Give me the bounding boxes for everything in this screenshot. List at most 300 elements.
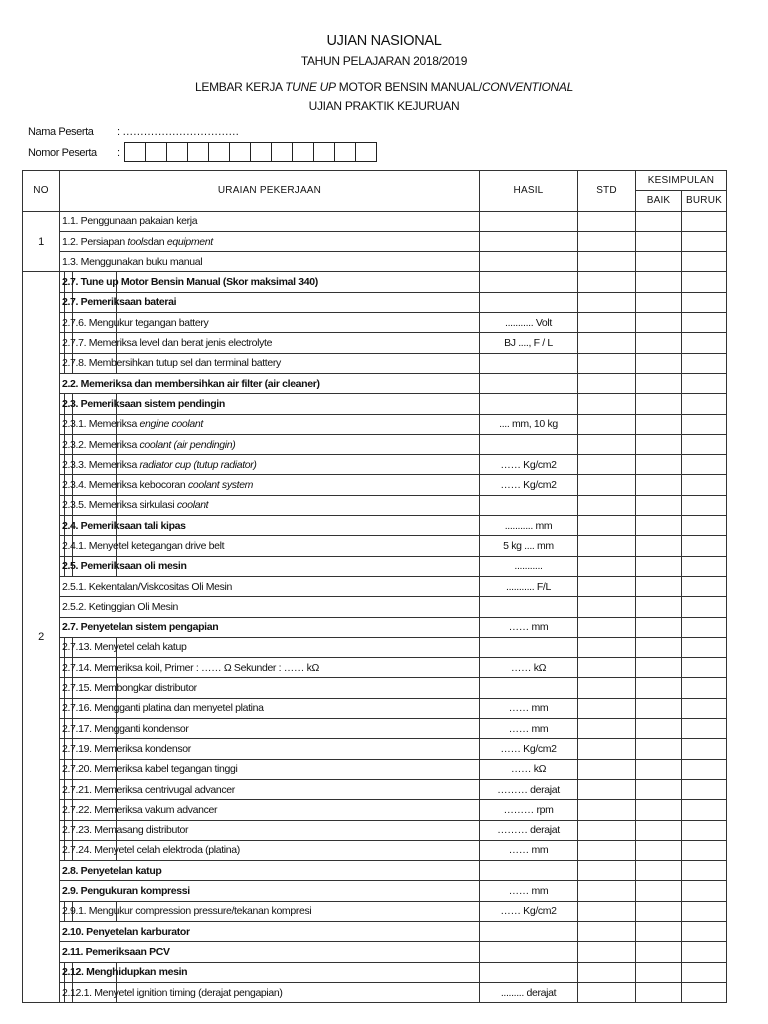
std-cell[interactable] — [578, 536, 636, 556]
task-text — [62, 378, 320, 390]
table-row — [23, 800, 727, 820]
std-cell[interactable] — [578, 739, 636, 759]
task-text — [62, 743, 191, 755]
worksheet-title-part: LEMBAR KERJA — [195, 80, 286, 94]
task-description — [60, 820, 480, 840]
std-cell[interactable] — [578, 942, 636, 962]
buruk-cell[interactable] — [682, 617, 727, 637]
task-text — [62, 723, 189, 735]
hasil-cell[interactable] — [480, 292, 578, 312]
baik-cell[interactable] — [636, 597, 682, 617]
table-row — [23, 779, 727, 799]
hasil-cell[interactable] — [480, 921, 578, 941]
table-row — [23, 739, 727, 759]
std-cell[interactable] — [578, 414, 636, 434]
hasil-cell[interactable] — [480, 962, 578, 982]
task-text — [62, 499, 208, 511]
task-text — [62, 905, 311, 917]
task-description — [60, 901, 480, 921]
task-text-part: 2.5.2. Ketinggian Oli Mesin — [62, 600, 179, 613]
std-cell[interactable] — [578, 292, 636, 312]
baik-cell[interactable] — [636, 394, 682, 414]
task-text-part: 1.2. Persiapan — [62, 235, 128, 248]
table-row — [23, 333, 727, 353]
task-description — [60, 414, 480, 434]
nama-peserta-label: Nama Peserta — [28, 126, 94, 138]
baik-cell[interactable] — [636, 617, 682, 637]
task-text-part: 2.7.23. Memasang distributor — [62, 824, 189, 837]
hasil-cell[interactable]: …… mm — [480, 698, 578, 718]
std-cell[interactable] — [578, 901, 636, 921]
task-text-part: 2.12.1. Menyetel ignition timing (derajat pengapian) — [62, 986, 283, 999]
buruk-cell[interactable] — [682, 698, 727, 718]
nomor-digit-box[interactable] — [208, 142, 230, 162]
task-description — [60, 982, 480, 1002]
row-number: 2 — [23, 272, 60, 1003]
nomor-digit-box[interactable] — [166, 142, 188, 162]
baik-cell[interactable] — [636, 272, 682, 292]
table-row — [23, 942, 727, 962]
buruk-cell[interactable] — [682, 861, 727, 881]
std-cell[interactable] — [578, 455, 636, 475]
task-text-italic: coolant — [176, 499, 209, 512]
table-row — [23, 597, 727, 617]
buruk-cell[interactable] — [682, 394, 727, 414]
task-description — [60, 698, 480, 718]
task-description — [60, 861, 480, 881]
task-description — [60, 617, 480, 637]
std-cell[interactable] — [578, 313, 636, 333]
task-text-italic: coolant system — [187, 479, 254, 492]
task-text-part: 2.9. Pengukuran kompressi — [62, 885, 190, 898]
task-text — [62, 256, 202, 268]
baik-cell[interactable] — [636, 414, 682, 434]
task-description — [60, 333, 480, 353]
std-cell[interactable] — [578, 820, 636, 840]
table-row — [23, 292, 727, 312]
task-description — [60, 252, 480, 272]
hasil-cell[interactable]: …… mm — [480, 719, 578, 739]
hasil-cell[interactable]: ……… rpm — [480, 800, 578, 820]
hasil-cell[interactable] — [480, 434, 578, 454]
buruk-cell[interactable] — [682, 313, 727, 333]
buruk-cell[interactable] — [682, 231, 727, 251]
baik-cell[interactable] — [636, 678, 682, 698]
buruk-cell[interactable] — [682, 576, 727, 596]
table-row — [23, 394, 727, 414]
hasil-cell[interactable] — [480, 394, 578, 414]
buruk-cell[interactable] — [682, 719, 727, 739]
task-text-italic: coolant (air pendingin) — [139, 438, 236, 451]
hasil-cell[interactable]: ........... — [480, 556, 578, 576]
baik-cell[interactable] — [636, 495, 682, 515]
baik-cell[interactable] — [636, 576, 682, 596]
task-text — [62, 966, 187, 978]
baik-cell[interactable] — [636, 211, 682, 231]
nomor-digit-box[interactable] — [292, 142, 314, 162]
buruk-cell[interactable] — [682, 475, 727, 495]
std-cell[interactable] — [578, 637, 636, 657]
std-cell[interactable] — [578, 434, 636, 454]
baik-cell[interactable] — [636, 739, 682, 759]
buruk-cell[interactable] — [682, 678, 727, 698]
task-text-part: 2.3.4. Memeriksa kebocoran — [62, 479, 188, 492]
task-text-part: 2.7.7. Memeriksa level dan berat jenis electrolyte — [62, 337, 273, 350]
buruk-cell[interactable] — [682, 556, 727, 576]
buruk-cell[interactable] — [682, 252, 727, 272]
baik-cell[interactable] — [636, 353, 682, 373]
task-text — [62, 439, 235, 451]
baik-cell[interactable] — [636, 313, 682, 333]
buruk-cell[interactable] — [682, 455, 727, 475]
table-row — [23, 698, 727, 718]
task-description — [60, 353, 480, 373]
task-description — [60, 373, 480, 393]
task-description — [60, 211, 480, 231]
buruk-cell[interactable] — [682, 495, 727, 515]
task-text — [62, 337, 272, 349]
task-text-part: 2.3.3. Memeriksa — [62, 458, 140, 471]
table-row — [23, 516, 727, 536]
nomor-peserta-label: Nomor Peserta — [28, 147, 97, 159]
baik-cell[interactable] — [636, 962, 682, 982]
task-text-part: 2.7.15. Membongkar distributor — [62, 682, 197, 695]
hasil-cell[interactable]: BJ ...., F / L — [480, 333, 578, 353]
buruk-cell[interactable] — [682, 292, 727, 312]
task-text-part: 2.4. Pemeriksaan tali kipas — [62, 519, 186, 532]
std-cell[interactable] — [578, 556, 636, 576]
buruk-cell[interactable] — [682, 800, 727, 820]
task-text — [62, 601, 178, 613]
table-row — [23, 414, 727, 434]
std-cell[interactable] — [578, 211, 636, 231]
baik-cell[interactable] — [636, 556, 682, 576]
baik-cell[interactable] — [636, 942, 682, 962]
task-description — [60, 921, 480, 941]
table-row — [23, 576, 727, 596]
table-row — [23, 536, 727, 556]
nomor-digit-box[interactable] — [187, 142, 209, 162]
std-cell[interactable] — [578, 617, 636, 637]
task-text — [62, 784, 235, 796]
baik-cell[interactable] — [636, 536, 682, 556]
hasil-cell[interactable]: ……… derajat — [480, 779, 578, 799]
table-row — [23, 820, 727, 840]
baik-cell[interactable] — [636, 516, 682, 536]
task-text-part: 2.3.2. Memeriksa — [62, 438, 140, 451]
worksheet-table — [22, 170, 727, 1003]
buruk-cell[interactable] — [682, 901, 727, 921]
std-cell[interactable] — [578, 921, 636, 941]
task-text — [62, 987, 283, 999]
hasil-cell[interactable] — [480, 495, 578, 515]
task-description — [60, 779, 480, 799]
task-description — [60, 962, 480, 982]
buruk-cell[interactable] — [682, 759, 727, 779]
baik-cell[interactable] — [636, 840, 682, 860]
hasil-cell[interactable]: ........... Volt — [480, 313, 578, 333]
table-row — [23, 252, 727, 272]
task-text — [62, 459, 257, 471]
hasil-cell[interactable]: .... mm, 10 kg — [480, 414, 578, 434]
std-cell[interactable] — [578, 719, 636, 739]
task-text-part: 2.9.1. Mengukur compression pressure/tekanan kompresi — [62, 905, 312, 918]
task-text-part: 2.7. Penyetelan sistem pengapian — [62, 621, 219, 634]
nomor-digit-box[interactable] — [313, 142, 335, 162]
task-text-part: 2.7.8. Membersihkan tutup sel dan terminal battery — [62, 357, 281, 370]
std-cell[interactable] — [578, 272, 636, 292]
std-cell[interactable] — [578, 373, 636, 393]
std-cell[interactable] — [578, 759, 636, 779]
task-text — [62, 317, 208, 329]
table-row — [23, 982, 727, 1002]
buruk-cell[interactable] — [682, 881, 727, 901]
std-cell[interactable] — [578, 231, 636, 251]
std-cell[interactable] — [578, 861, 636, 881]
baik-cell[interactable] — [636, 759, 682, 779]
baik-cell[interactable] — [636, 475, 682, 495]
task-text — [62, 581, 232, 593]
baik-cell[interactable] — [636, 434, 682, 454]
std-cell[interactable] — [578, 881, 636, 901]
task-text-part: 2.3.5. Memeriksa sirkulasi — [62, 499, 177, 512]
table-row — [23, 637, 727, 657]
table-row — [23, 353, 727, 373]
table-row — [23, 658, 727, 678]
std-cell[interactable] — [578, 800, 636, 820]
baik-cell[interactable] — [636, 698, 682, 718]
task-text-part: 2.10. Penyetelan karburator — [62, 925, 190, 938]
worksheet-title-part: MOTOR BENSIN MANUAL/ — [335, 80, 482, 94]
task-text — [62, 804, 217, 816]
table-row — [23, 455, 727, 475]
task-text-part: 2.7.24. Menyetel celah elektroda (platina) — [62, 844, 240, 857]
nomor-digit-box[interactable] — [334, 142, 356, 162]
task-text — [62, 520, 186, 532]
buruk-cell[interactable] — [682, 414, 727, 434]
std-cell[interactable] — [578, 516, 636, 536]
table-row — [23, 881, 727, 901]
academic-year: TAHUN PELAJARAN 2018/2019 — [300, 54, 468, 68]
hasil-cell[interactable] — [480, 678, 578, 698]
buruk-cell[interactable] — [682, 779, 727, 799]
task-description — [60, 434, 480, 454]
hasil-cell[interactable]: …… kΩ — [480, 658, 578, 678]
task-text — [62, 824, 188, 836]
buruk-cell[interactable] — [682, 353, 727, 373]
buruk-cell[interactable] — [682, 658, 727, 678]
task-description — [60, 800, 480, 820]
buruk-cell[interactable] — [682, 333, 727, 353]
buruk-cell[interactable] — [682, 536, 727, 556]
hasil-cell[interactable] — [480, 353, 578, 373]
hasil-cell[interactable]: …… mm — [480, 881, 578, 901]
task-text-part: 2.2. Memeriksa dan membersihkan air filter (air cleaner) — [62, 377, 320, 390]
baik-cell[interactable] — [636, 231, 682, 251]
page-title: UJIAN NASIONAL — [326, 33, 442, 49]
baik-cell[interactable] — [636, 901, 682, 921]
task-text-part: 2.8. Penyetelan katup — [62, 864, 162, 877]
col-header-buruk: BURUK — [682, 191, 727, 211]
std-cell[interactable] — [578, 779, 636, 799]
task-description — [60, 536, 480, 556]
baik-cell[interactable] — [636, 921, 682, 941]
hasil-cell[interactable] — [480, 252, 578, 272]
row-number: 1 — [23, 211, 60, 272]
task-description — [60, 394, 480, 414]
buruk-cell[interactable] — [682, 820, 727, 840]
nomor-digit-box[interactable] — [355, 142, 377, 162]
baik-cell[interactable] — [636, 333, 682, 353]
nomor-digit-box[interactable] — [250, 142, 272, 162]
task-text-part: 2.4.1. Menyetel ketegangan drive belt — [62, 539, 225, 552]
hasil-cell[interactable] — [480, 272, 578, 292]
hasil-cell[interactable]: ........... mm — [480, 516, 578, 536]
baik-cell[interactable] — [636, 292, 682, 312]
task-description — [60, 516, 480, 536]
table-row — [23, 861, 727, 881]
buruk-cell[interactable] — [682, 942, 727, 962]
table-row — [23, 313, 727, 333]
buruk-cell[interactable] — [682, 211, 727, 231]
task-text-italic: engine coolant — [139, 418, 203, 431]
table-row — [23, 901, 727, 921]
hasil-cell[interactable]: …… Kg/cm2 — [480, 739, 578, 759]
hasil-cell[interactable]: ......... derajat — [480, 982, 578, 1002]
task-text-part: 2.7.20. Memeriksa kabel tegangan tinggi — [62, 763, 238, 776]
std-cell[interactable] — [578, 353, 636, 373]
buruk-cell[interactable] — [682, 516, 727, 536]
baik-cell[interactable] — [636, 373, 682, 393]
hasil-cell[interactable]: …… mm — [480, 840, 578, 860]
nama-peserta-field — [28, 126, 239, 138]
std-cell[interactable] — [578, 962, 636, 982]
baik-cell[interactable] — [636, 637, 682, 657]
nomor-digit-box[interactable] — [271, 142, 293, 162]
buruk-cell[interactable] — [682, 637, 727, 657]
std-cell[interactable] — [578, 333, 636, 353]
task-text-part: 2.7.17. Mengganti kondensor — [62, 722, 189, 735]
hasil-cell[interactable]: ........... F/L — [480, 576, 578, 596]
baik-cell[interactable] — [636, 800, 682, 820]
task-description — [60, 292, 480, 312]
task-text — [62, 682, 197, 694]
hasil-cell[interactable]: …… Kg/cm2 — [480, 901, 578, 921]
table-row — [23, 921, 727, 941]
task-text — [62, 398, 225, 410]
worksheet-title-italic: CONVENTIONAL — [481, 80, 573, 94]
nomor-peserta-field — [28, 147, 120, 159]
buruk-cell[interactable] — [682, 272, 727, 292]
task-text — [62, 946, 170, 958]
task-text — [62, 276, 318, 288]
table-row — [23, 475, 727, 495]
task-text-part: 2.7.21. Memeriksa centrivugal advancer — [62, 783, 235, 796]
hasil-cell[interactable]: …… kΩ — [480, 759, 578, 779]
col-header-kesimpulan: KESIMPULAN — [636, 171, 727, 191]
table-row — [23, 231, 727, 251]
std-cell[interactable] — [578, 394, 636, 414]
buruk-cell[interactable] — [682, 373, 727, 393]
task-text — [62, 865, 161, 877]
nomor-peserta-colon: : — [117, 147, 120, 159]
table-row — [23, 617, 727, 637]
col-header-std: STD — [578, 171, 636, 212]
hasil-cell[interactable] — [480, 597, 578, 617]
task-text-part: 1.1. Penggunaan pakaian kerja — [62, 215, 198, 228]
baik-cell[interactable] — [636, 252, 682, 272]
nomor-digit-box[interactable] — [145, 142, 167, 162]
buruk-cell[interactable] — [682, 434, 727, 454]
hasil-cell[interactable] — [480, 637, 578, 657]
baik-cell[interactable] — [636, 820, 682, 840]
task-text-part: 2.11. Pemeriksaan PCV — [62, 945, 170, 958]
task-description — [60, 739, 480, 759]
baik-cell[interactable] — [636, 779, 682, 799]
task-text-part: 2.12. Menghidupkan mesin — [62, 966, 188, 979]
std-cell[interactable] — [578, 678, 636, 698]
hasil-cell[interactable]: 5 kg .... mm — [480, 536, 578, 556]
std-cell[interactable] — [578, 698, 636, 718]
exam-subtitle: UJIAN PRAKTIK KEJURUAN — [308, 99, 460, 113]
task-text-part: 2.7.16. Mengganti platina dan menyetel platina — [62, 702, 264, 715]
table-row — [23, 495, 727, 515]
buruk-cell[interactable] — [682, 962, 727, 982]
buruk-cell[interactable] — [682, 840, 727, 860]
std-cell[interactable] — [578, 982, 636, 1002]
nomor-digit-box[interactable] — [229, 142, 251, 162]
hasil-cell[interactable] — [480, 373, 578, 393]
std-cell[interactable] — [578, 840, 636, 860]
baik-cell[interactable] — [636, 455, 682, 475]
std-cell[interactable] — [578, 475, 636, 495]
task-text — [62, 418, 203, 430]
task-description — [60, 840, 480, 860]
baik-cell[interactable] — [636, 881, 682, 901]
baik-cell[interactable] — [636, 861, 682, 881]
std-cell[interactable] — [578, 495, 636, 515]
hasil-cell[interactable] — [480, 211, 578, 231]
buruk-cell[interactable] — [682, 982, 727, 1002]
baik-cell[interactable] — [636, 982, 682, 1002]
nomor-peserta-boxes[interactable] — [124, 142, 376, 162]
std-cell[interactable] — [578, 597, 636, 617]
task-description — [60, 576, 480, 596]
task-text — [62, 926, 190, 938]
buruk-cell[interactable] — [682, 597, 727, 617]
task-text-part: 2.7.19. Memeriksa kondensor — [62, 742, 191, 755]
table-row — [23, 373, 727, 393]
hasil-cell[interactable]: …… mm — [480, 617, 578, 637]
hasil-cell[interactable] — [480, 942, 578, 962]
hasil-cell[interactable] — [480, 231, 578, 251]
std-cell[interactable] — [578, 576, 636, 596]
std-cell[interactable] — [578, 252, 636, 272]
task-text — [62, 702, 264, 714]
buruk-cell[interactable] — [682, 921, 727, 941]
hasil-cell[interactable]: ……… derajat — [480, 820, 578, 840]
nomor-digit-box[interactable] — [124, 142, 146, 162]
hasil-cell[interactable] — [480, 861, 578, 881]
hasil-cell[interactable]: …… Kg/cm2 — [480, 475, 578, 495]
buruk-cell[interactable] — [682, 739, 727, 759]
task-text-part: 2.7.14. Memeriksa koil, Primer : …… Ω Sekunder : …… kΩ — [62, 661, 320, 674]
std-cell[interactable] — [578, 658, 636, 678]
nama-peserta-value[interactable]: : …………………………… — [117, 126, 239, 138]
hasil-cell[interactable]: …… Kg/cm2 — [480, 455, 578, 475]
baik-cell[interactable] — [636, 658, 682, 678]
baik-cell[interactable] — [636, 719, 682, 739]
